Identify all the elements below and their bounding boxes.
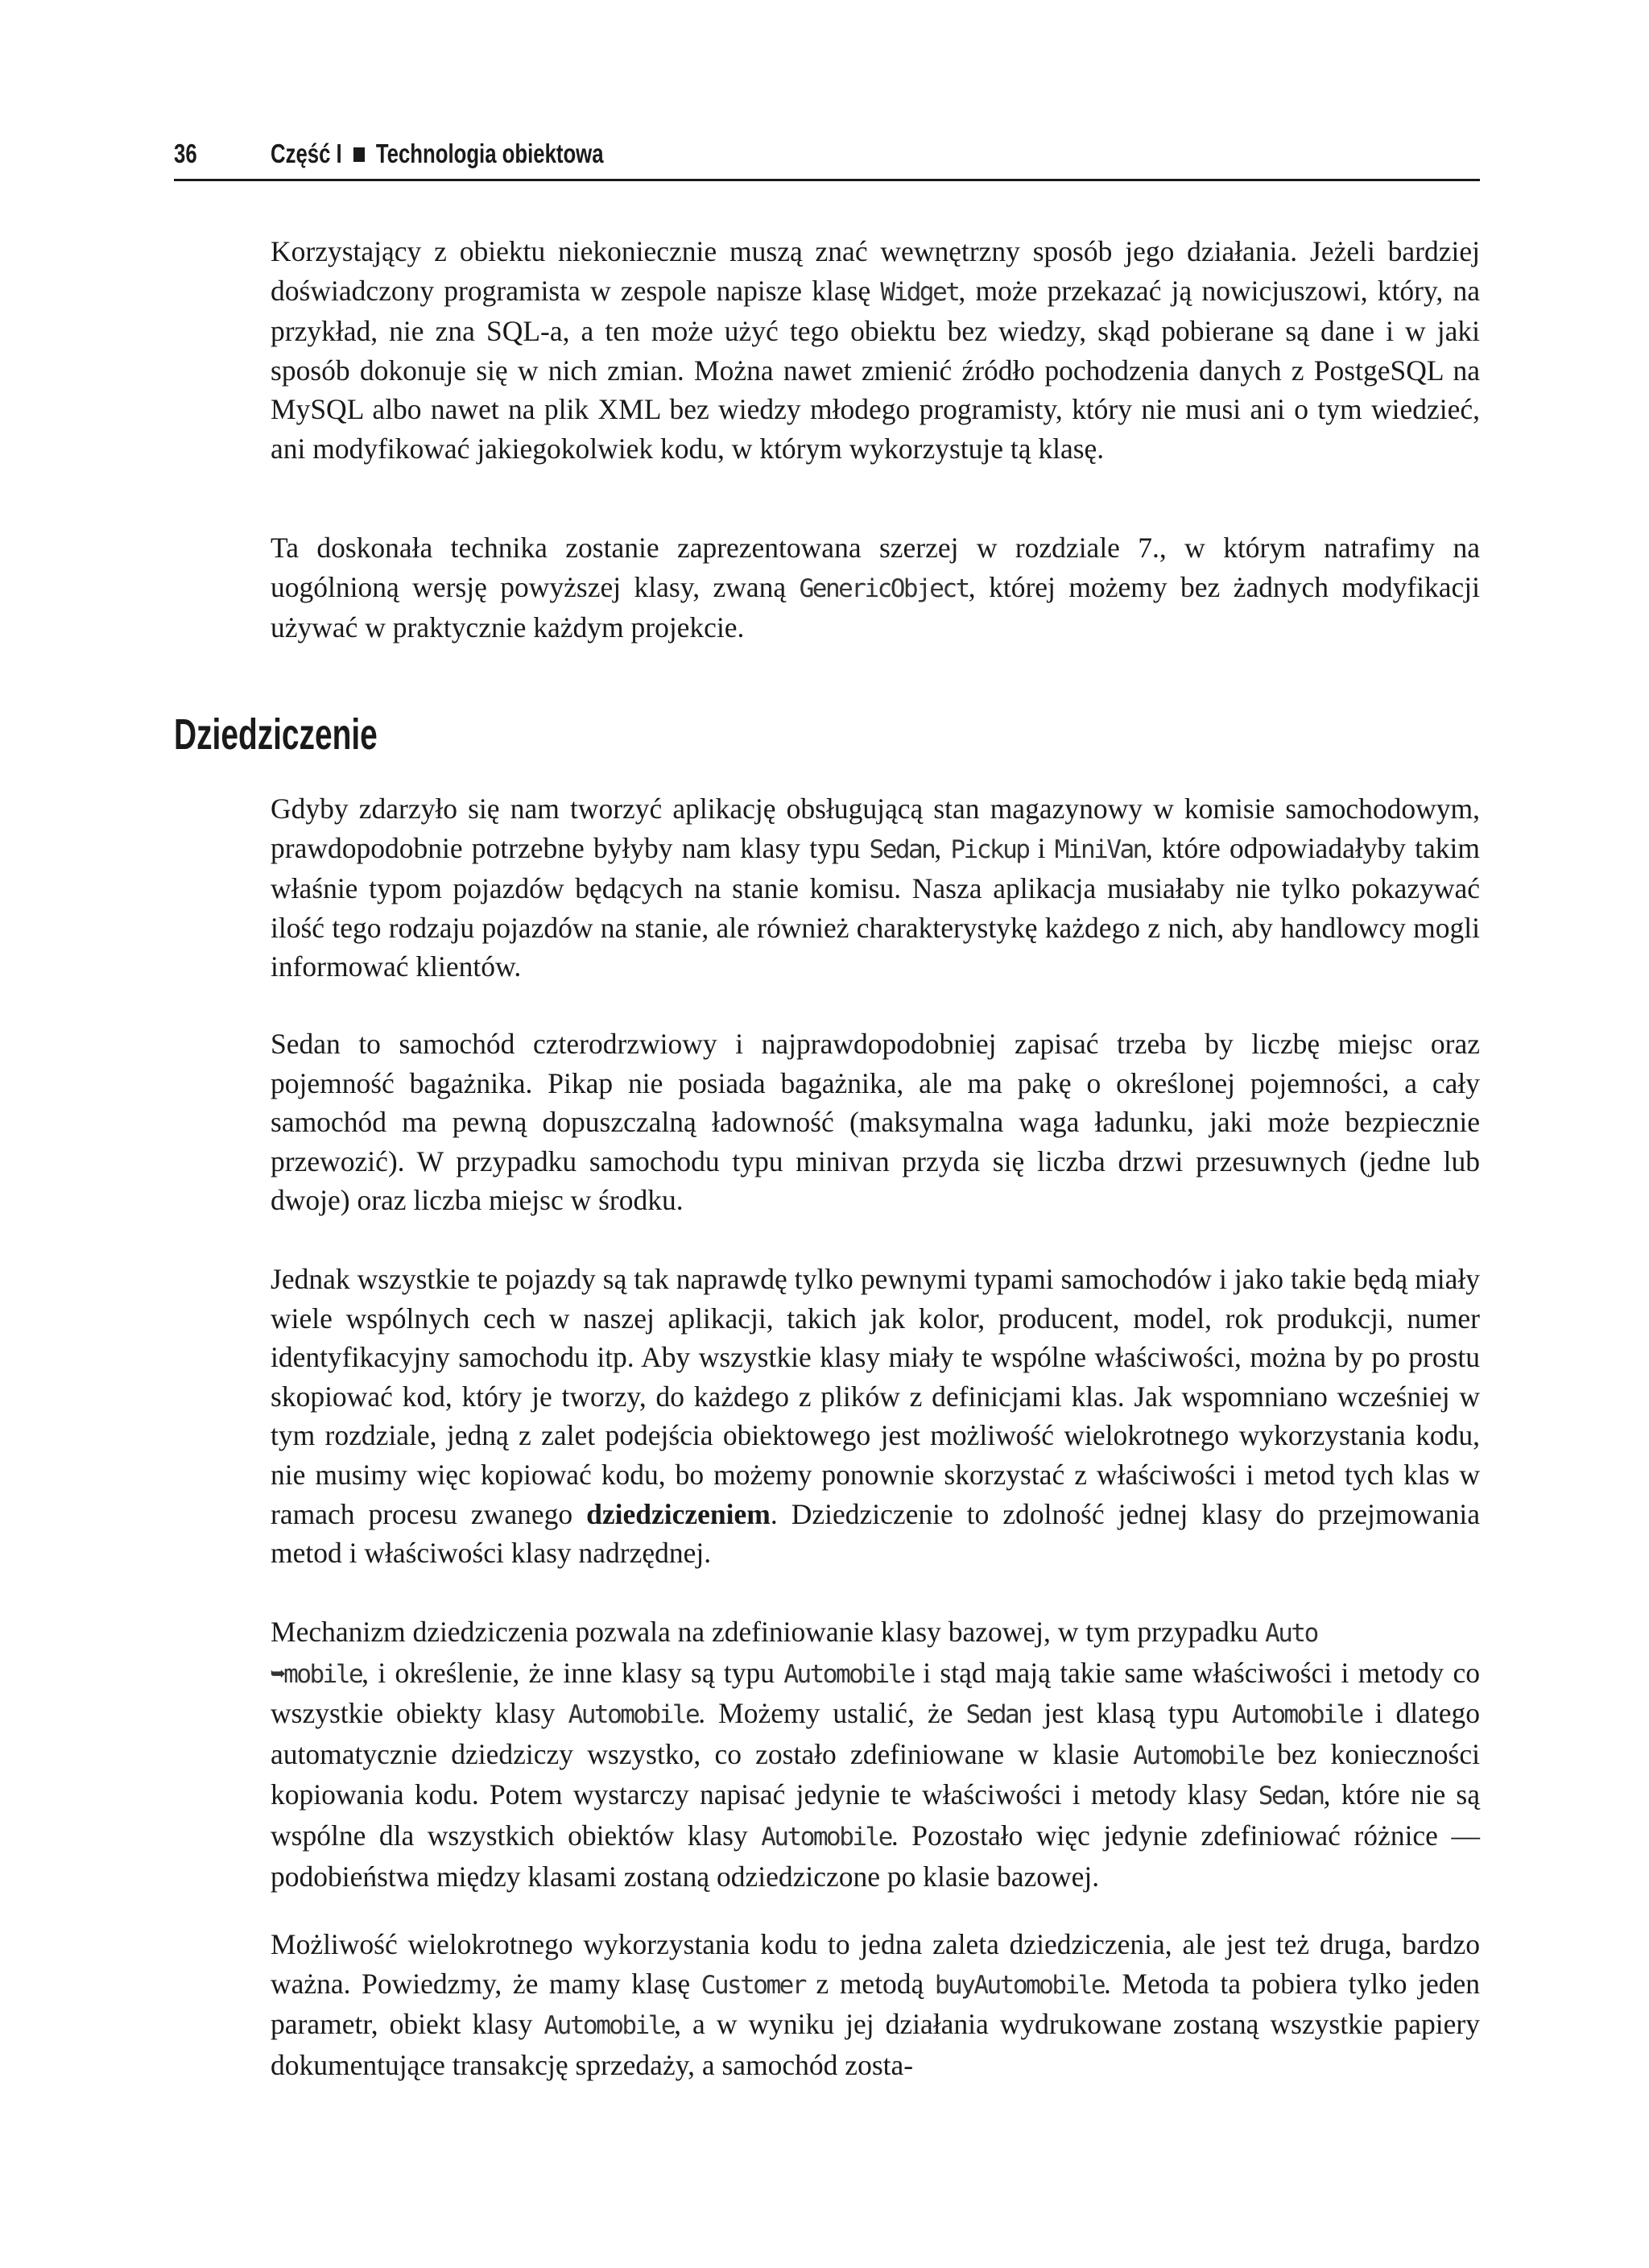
code-automobile-continuation: ➥mobile [271, 1659, 362, 1689]
paragraph-inheritance-2: Sedan to samochód czterodrzwiowy i najprawdopodobniej zapisać trzeba by liczbę miejsc oraz pojemność bagażnika. Pikap nie posiada bagażnika, ale ma pakę o określonej pojemności, a cały samochód ma pewną dopuszczalną ładowność (maksymalna waga ładunku, jaki może bezpiecznie przewozić). W przypadku samochodu typu minivan przyda się liczba drzwi przesuwnych (jedne lub dwoje) oraz liczba miejsc w środku. [271, 1028, 1480, 1217]
part-label: Część I [271, 139, 342, 168]
code-automobile: Automobile [1133, 1740, 1263, 1770]
text-run: i dlatego automatycznie dziedziczy wszystko, co zostało zdefiniowane w klasie [271, 1697, 1480, 1770]
running-head-title [271, 139, 604, 169]
code-sedan: Sedan [965, 1700, 1031, 1730]
paragraph-intro-1 [271, 232, 1480, 469]
text-run: . Dziedziczenie to zdolność jednej klasy do przejmowania metod i właściwości klasy nadrzędnej. [271, 1497, 1481, 1570]
code-genericobject: GenericObject [799, 573, 969, 603]
code-customer: Customer [701, 1970, 805, 2000]
page-number: 36 [174, 139, 197, 168]
code-minivan: MiniVan [1054, 834, 1146, 864]
paragraph-inheritance-1 [271, 789, 1480, 987]
chapter-title: Technologia obiektowa [375, 139, 604, 168]
paragraph-intro-2 [271, 528, 1480, 648]
code-sedan: Sedan [1258, 1782, 1324, 1811]
code-pickup: Pickup [950, 834, 1029, 864]
text-run: , [934, 831, 951, 864]
paragraph-inheritance-3 [271, 1260, 1480, 1573]
section-heading: Dziedziczenie [174, 710, 378, 759]
code-automobile: Automobile [568, 1700, 699, 1730]
square-bullet-icon [353, 147, 365, 162]
text-run: Możliwość wielokrotnego wykorzystania kodu to jedna zaleta dziedziczenia, ale jest też druga, bardzo ważna. Powiedzmy, że mamy klasę [271, 1928, 1480, 2000]
text-run: , które odpowiadałyby takim właśnie typom pojazdów będących na stanie komisu. Nasza aplikacja musiałaby nie tylko pokazywać ilość tego rodzaju pojazdów na stanie, ale również charakterystykę każdego z nich, aby handlowcy mogli informować klientów. [271, 831, 1480, 983]
code-automobile: Automobile [783, 1659, 914, 1689]
text-run: . Metoda ta pobiera tylko jeden parametr, obiekt klasy [271, 1967, 1480, 2041]
text-run: Jednak wszystkie te pojazdy są tak naprawdę tylko pewnymi typami samochodów i jako takie będą miały wiele wspólnych cech w naszej aplikacji, takich jak kolor, producent, model, rok produkcji, numer identyfikacyjny samochodu itp. Aby wszystkie klasy miały te wspólne właściwości, można by po prostu skopiować kod, który je tworzy, do każdego z plików z definicjami klas. Jak wspomniano wcześniej w tym rozdziale, jedną z zalet podejścia obiektowego jest możliwość wielokrotnego wykorzystania kodu, nie musimy więc kopiować kodu, bo możemy ponownie skorzystać z właściwości i metod tych klas w ramach procesu zwanego [271, 1263, 1480, 1530]
text-run: i stąd mają takie same właściwości i metody co wszystkie obiekty klasy [271, 1656, 1480, 1730]
paragraph-inheritance-5 [271, 1925, 1480, 2084]
code-automobile: Auto [1265, 1619, 1317, 1648]
code-automobile: Automobile [1231, 1700, 1362, 1730]
code-widget: Widget [880, 277, 959, 307]
text-run: z metodą [804, 1967, 935, 2000]
code-automobile: Automobile [761, 1822, 891, 1852]
text-run: , której możemy bez żadnych modyfikacji używać w praktycznie każdym projekcie. [271, 570, 1480, 644]
text-run: Gdyby zdarzyło się nam tworzyć aplikację obsługującą stan magazynowy w komisie samochodowym, prawdopodobnie potrzebne byłyby nam klasy typu [271, 793, 1480, 864]
text-run: , które nie są wspólne dla wszystkich obiektów klasy [271, 1778, 1480, 1852]
text-run: , a w wyniku jej działania wydrukowane zostaną wszystkie papiery dokumentujące transakcję sprzedaży, a samochód zosta- [271, 2008, 1480, 2081]
text-run: i [1028, 831, 1055, 864]
text-run: Mechanizm dziedziczenia pozwala na zdefiniowanie klasy bazowej, w tym przypadku [271, 1616, 1266, 1648]
running-header [174, 135, 1480, 181]
text-run: , może przekazać ją nowicjuszowi, który, na przykład, nie zna SQL-a, a ten może użyć tego obiektu bez wiedzy, skąd pobierane są dane i w jaki sposób dokonuje się w nich zmian. Można nawet zmienić źródło pochodzenia danych z PostgeSQL na MySQL albo nawet na plik XML bez wiedzy młodego programisty, który nie musi ani o tym wiedzieć, ani modyfikować jakiegokolwiek kodu, w którym wykorzystuje tą klasę. [271, 274, 1481, 465]
text-run: . Możemy ustalić, że [698, 1697, 966, 1730]
paragraph-inheritance-4 [271, 1612, 1480, 1896]
code-buyautomobile: buyAutomobile [934, 1970, 1104, 2000]
text-run: , i określenie, że inne klasy są typu [362, 1656, 784, 1689]
code-sedan: Sedan [869, 834, 935, 864]
text-run: . Pozostało więc jedynie zdefiniować różnice — podobieństwa między klasami zostaną odziedziczone po klasie bazowej. [271, 1819, 1480, 1893]
text-run: jest klasą typu [1031, 1697, 1232, 1730]
code-automobile: Automobile [543, 2011, 675, 2041]
text-run: Korzystający z obiektu niekoniecznie muszą znać wewnętrzny sposób jego działania. Jeżeli bardziej doświadczony programista w zespole napisze klasę [271, 235, 1480, 307]
term-dziedziczeniem: dziedziczeniem [586, 1497, 771, 1530]
text-run: bez konieczności kopiowania kodu. Potem wystarczy napisać jedynie te właściwości i metody klasy [271, 1737, 1480, 1811]
text-run: Ta doskonała technika zostanie zaprezentowana szerzej w rozdziale 7., w którym natrafimy na uogólnioną wersję powyższej klasy, zwaną [271, 532, 1480, 603]
